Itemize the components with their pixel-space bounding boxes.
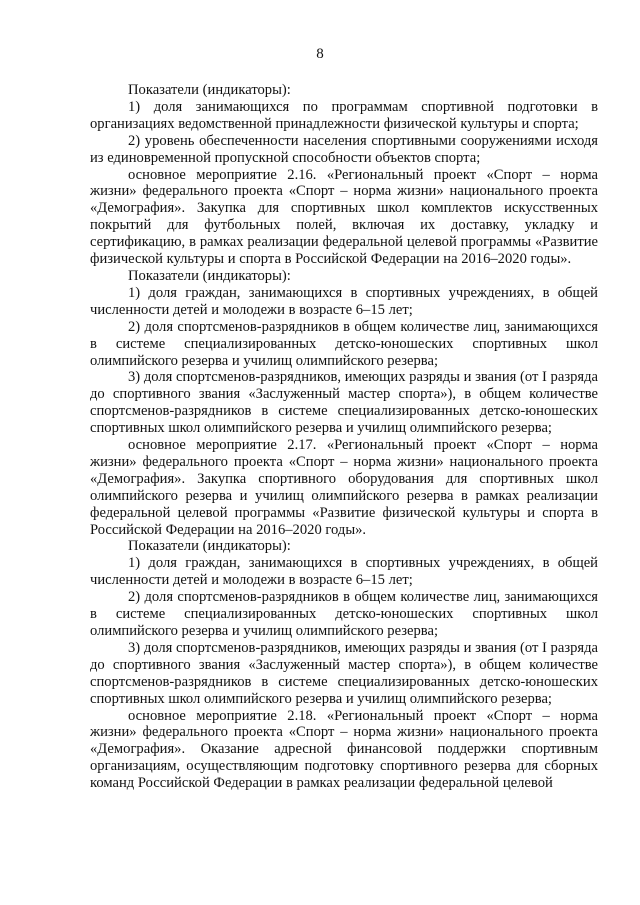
indicator-item: 1) доля занимающихся по программам спортивной подготовки в организациях ведомственной принадлежности физической культуры и спорта; — [90, 98, 598, 132]
indicator-item: 2) доля спортсменов-разрядников в общем количестве лиц, занимающихся в системе специализированных детско-юношеских спортивных школ олимпийского резерва и училищ олимпийского резерва; — [90, 318, 598, 369]
indicators-heading: Показатели (индикаторы): — [128, 538, 291, 555]
indicators-heading: Показатели (индикаторы): — [128, 267, 291, 284]
indicator-item: 2) уровень обеспеченности населения спортивными сооружениями исходя из единовременной пропускной способности объектов спорта; — [90, 132, 598, 166]
indicators-heading: Показатели (индикаторы): — [128, 82, 291, 98]
main-activity-2-18: основное мероприятие 2.18. «Региональный проект «Спорт – норма жизни» федерального проекта «Спорт – норма жизни» национального проекта «Демография». Оказание адресной финансовой поддержки спортивным организациям, осуществляющим подготовку спортивного резерва для сборных команд Российской Федерации в рамках реализации федеральной целевой — [90, 707, 598, 792]
indicator-item: 3) доля спортсменов-разрядников, имеющих разряды и звания (от I разряда до спортивного звания «Заслуженный мастер спорта»), в общем количестве спортсменов-разрядников в системе специализированных детско-юношеских спортивных школ олимпийского резерва и училищ олимпийского резерва; — [90, 369, 598, 437]
indicator-item: 1) доля граждан, занимающихся в спортивных учреждениях, в общей численности детей и молодежи в возрасте 6–15 лет; — [90, 555, 598, 589]
indicator-item: 2) доля спортсменов-разрядников в общем количестве лиц, занимающихся в системе специализированных детско-юношеских спортивных школ олимпийского резерва и училищ олимпийского резерва; — [90, 589, 598, 639]
document-body — [90, 82, 598, 792]
indicator-item: 3) доля спортсменов-разрядников, имеющих разряды и звания (от I разряда до спортивного звания «Заслуженный мастер спорта»), в общем количестве спортсменов-разрядников в системе специализированных детско-юношеских спортивных школ олимпийского резерва и училищ олимпийского резерва; — [90, 639, 598, 707]
page-number: 8 — [316, 46, 324, 62]
main-activity-2-16: основное мероприятие 2.16. «Региональный проект «Спорт – норма жизни» федерального проекта «Спорт – норма жизни» национального проекта «Демография». Закупка для спортивных школ комплектов искусственных покрытий для футбольных полей, включая их доставку, укладку и сертификацию, в рамках реализации федеральной целевой программы «Развитие физической культуры и спорта в Российской Федерации на 2016–2020 годы». — [90, 166, 598, 268]
indicator-item: 1) доля граждан, занимающихся в спортивных учреждениях, в общей численности детей и молодежи в возрасте 6–15 лет; — [90, 284, 598, 318]
main-activity-2-17: основное мероприятие 2.17. «Региональный проект «Спорт – норма жизни» федерального проекта «Спорт – норма жизни» национального проекта «Демография». Закупка спортивного оборудования для спортивных школ олимпийского резерва и училищ олимпийского резерва в рамках реализации федеральной целевой программы «Развитие физической культуры и спорта в Российской Федерации на 2016–2020 годы». — [90, 437, 598, 538]
